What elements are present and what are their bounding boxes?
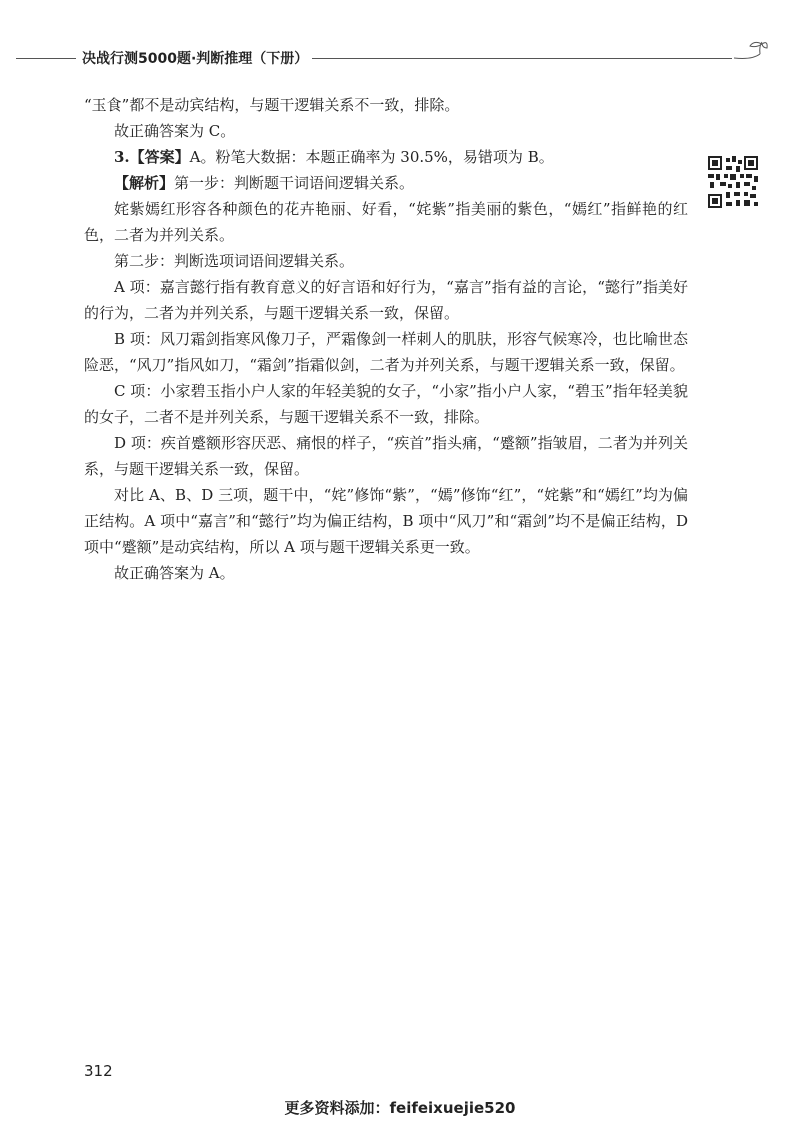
option-b-analysis: B 项：风刀霜剑指寒风像刀子，严霜像剑一样刺人的肌肤，形容气候寒冷，也比喻世态险恶，“风刀”指风如刀，“霜剑”指霜似剑，二者为并列关系，与题干逻辑关系一致，保留。 [84, 330, 688, 374]
answer-text: A。粉笔大数据：本题正确率为 30.5%，易错项为 B。 [189, 148, 554, 166]
analysis-label: 【解析】 [114, 174, 175, 192]
paragraph: 姹紫嫣红形容各种颜色的花卉艳丽、好看，“姹紫”指美丽的紫色，“嫣红”指鲜艳的红色，二者为并列关系。 [84, 200, 688, 244]
header-rule-left [16, 58, 76, 59]
header-rule-right [312, 58, 732, 59]
paragraph: 第二步：判断选项词语间逻辑关系。 [114, 252, 355, 270]
option-a-analysis: A 项：嘉言懿行指有教育意义的好言语和好行为，“嘉言”指有益的言论，“懿行”指美好的行为，二者为并列关系，与题干逻辑关系一致，保留。 [84, 278, 688, 322]
sprout-icon [732, 38, 768, 68]
paragraph: “玉食”都不是动宾结构，与题干逻辑关系不一致，排除。 [84, 96, 460, 114]
page-number: 312 [84, 1062, 113, 1080]
answer-line [84, 144, 688, 170]
footer-note: 更多资料添加：feifeixuejie520 [284, 1099, 516, 1117]
option-d-analysis: D 项：疾首蹙额形容厌恶、痛恨的样子，“疾首”指头痛，“蹙额”指皱眉，二者为并列关系，与题干逻辑关系一致，保留。 [84, 434, 688, 478]
answer-label: 3.【答案】 [114, 148, 190, 166]
option-c-analysis: C 项：小家碧玉指小户人家的年轻美貌的女子，“小家”指小户人家，“碧玉”指年轻美貌的女子，二者不是并列关系，与题干逻辑关系不一致，排除。 [84, 382, 688, 426]
header-title: 决战行测5000题·判断推理（下册） [82, 51, 309, 67]
page-header [0, 38, 800, 78]
final-answer: 故正确答案为 A。 [114, 564, 235, 582]
analysis-line [84, 170, 688, 196]
analysis-text: 第一步：判断题干词语间逻辑关系。 [174, 174, 415, 192]
comparison-paragraph: 对比 A、B、D 三项，题干中，“姹”修饰“紫”，“嫣”修饰“红”，“姹紫”和“嫣红”均为偏正结构。A 项中“嘉言”和“懿行”均为偏正结构，B 项中“风刀”和“霜剑”均不是偏正结构，D 项中“蹙额”是动宾结构，所以 A 项与题干逻辑关系更一致。 [84, 486, 688, 556]
answer-explanation [84, 92, 688, 586]
paragraph: 故正确答案为 C。 [114, 122, 236, 140]
qr-code-icon[interactable] [708, 156, 758, 208]
